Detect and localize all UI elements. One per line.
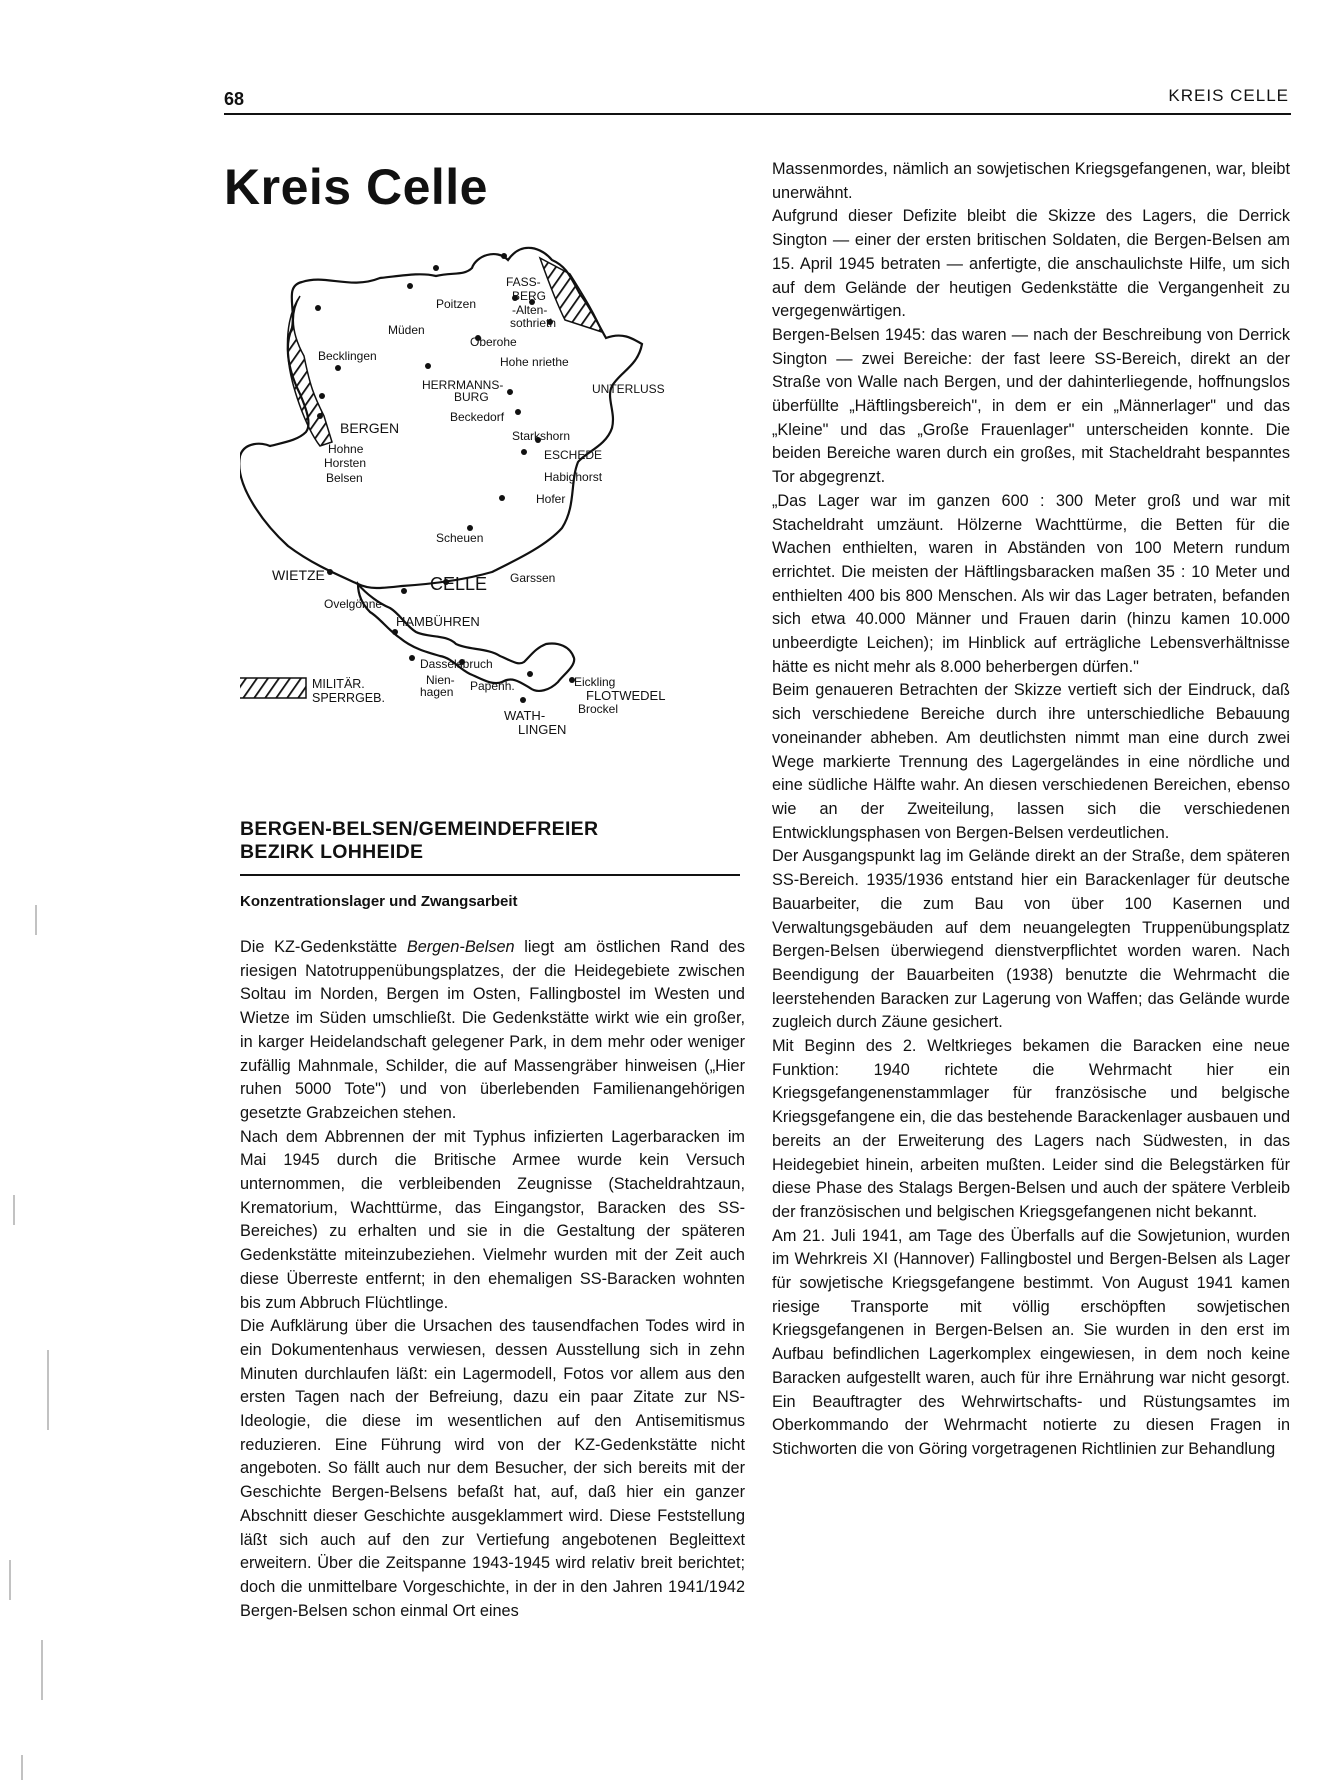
paragraph: „Das Lager war im ganzen 600 : 300 Meter groß und war mit Stacheldraht umzäunt. Hölzerne Wachttürme, die Betten für die Wachen enthielten, waren in Abständen von 100 Metern rundum errichtet. Die meisten der Häftlingsbaracken maßen 35 : 10 Meter und enthielten 400 bis 800 Menschen. Als wir das Lager betraten, befanden sich etwa 40.000 Männer und Frauen darin (hinzu kamen 10.000 unbeerdigte Leichen); im Hinblick auf erträgliche Lebensverhältnisse hätte es nicht mehr als 8.000 beherbergen dürfen." [772,491,1290,676]
paragraph: Beim genaueren Betrachten der Skizze vertieft sich der Eindruck, daß sich verschiedene Bereiche durch ihre unterschiedliche Bebauung voneinander abheben. Am deutlichsten nimmt man eine durch zwei Wege markierte Trennung des Lagergeländes in eine nördliche und eine südliche Hälfte wahr. An diesen verschiedenen Bereichen, ebenso wie an der Zweiteilung, lassen sich die verschiedenen Entwicklungsphasen von Bergen-Belsen verdeutlichen. [772,681,1290,842]
label-wathlingen: LINGEN [518,722,567,737]
label-starkshorn: Starkshorn [512,429,571,443]
header-rule [224,113,1291,115]
label-hohne: Hohne [328,442,364,456]
label-celle: CELLE [430,574,488,594]
label-hofer: Hofer [536,492,566,506]
page-title: Kreis Celle [224,159,488,215]
label-scheuen: Scheuen [436,531,484,545]
legend-label: MILITÄR. [312,677,365,691]
paragraph-text: liegt am östlichen Rand des riesigen Natotruppenübungsplatzes, der die Heidegebiete zwischen Soltau im Norden, Bergen im Osten, Fallingbostel im Westen und Wietze im Süden umschließt. Die Gedenkstätte wirkt wie ein großer, in karger Heidelandschaft gelegener Park, in dem mehr oder weniger zufällig Mahnmale, Schilder, die auf Massengräber hinweisen („Hier ruhen 5000 Tote") und von überlebenden Familienangehörigen gesetzte Grabzeichen stehen. [240,938,745,1122]
subheading: Konzentrationslager und Zwangsarbeit [240,893,518,910]
paragraph: Mit Beginn des 2. Weltkrieges bekamen die Baracken eine neue Funktion: 1940 richtete die Wehrmacht hier ein Kriegsgefangenenstammlager für französische und belgische Kriegsgefangene ein, die das bestehende Barackenlager ausbauen und bereits an der Erweiterung des Lagers nach Südwesten, in das Heidegebiet hinein, arbeiten mußten. Leider sind die Belegstärken für diese Phase des Stalags Bergen-Belsen und auch der spätere Verbleib der französischen und belgischen Kriegsgefangenen nicht bekannt. [772,1037,1290,1221]
paragraph [240,936,745,1126]
paragraph-text: Die KZ-Gedenkstätte [240,938,407,956]
label-fassberg: FASS- [506,275,541,289]
section-heading [240,818,740,864]
paragraph: Aufgrund dieser Defizite bleibt die Skizze des Lagers, die Derrick Sington — einer der ersten britischen Soldaten, die Bergen-Belsen am 15. April 1945 betraten — anfertigte, die anschaulichste Hilfe, um sich auf dem Gelände der heutigen Gedenkstätte die Vergangenheit zu vergegenwärtigen. [772,207,1290,321]
legend-swatch [240,678,306,698]
page-number: 68 [224,89,245,109]
label-beckedorf: Beckedorf [450,410,505,424]
scan-margin-marks [0,0,60,1787]
label-bergen: BERGEN [340,420,400,436]
label-habighorst: Habighorst [544,470,603,484]
paragraph: Massenmordes, nämlich an sowjetischen Kriegsgefangenen, war, bleibt unerwähnt. [772,160,1290,202]
label-wietze: WIETZE [272,567,325,583]
legend-label: SPERRGEB. [312,691,385,705]
section-rule [240,874,740,876]
label-niehagen: hagen [420,685,454,699]
paragraph: Am 21. Juli 1941, am Tage des Überfalls auf die Sowjetunion, wurden im Wehrkreis XI (Hannover) Fallingbostel und Bergen-Belsen als Lager für sowjetische Kriegsgefangene bestimmt. Von August 1941 kamen riesige Transporte mit völlig erschöpften sowjetischen Kriegsgefangenen in Bergen-Belsen an. Sie wurden in den erst im Aufbau befindlichen Lagerkomplex eingewiesen, in dem noch keine Baracken aufgestellt waren, auch für ihre Ernährung war nicht gesorgt. Ein Beauftragter des Wehrwirtschafts- und Rüstungsamtes im Oberkommando der Wehrmacht notierte zu diesen Fragen in Stichworten die von Göring vorgetragenen Richtlinien zur Behandlung [772,1226,1290,1458]
paragraph: Der Ausgangspunkt lag im Gelände direkt an der Straße, dem späteren SS-Bereich. 1935/1936 entstand hier ein Barackenlager für deutsche Bauarbeiter, die zum Bau von über 100 Kasernen und Verwaltungsgebäuden auf dem neuangelegten Truppenübungsplatz Bergen-Belsen überwiegend dienstverpflichtet worden waren. Nach Beendigung der Bauarbeiten (1938) benutzte die Wehrmacht die leerstehenden Baracken zur Lagerung von Waffen; das Gelände wurde zugleich durch Zäune gesichert. [772,847,1290,1032]
label-belsen: Belsen [326,471,363,485]
paragraph: Bergen-Belsen 1945: das waren — nach der Beschreibung von Derrick Sington — zwei Bereiche: der fast leere SS-Bereich, direkt an der Straße von Walle nach Bergen, und der dahinterliegende, hoffnungslos überfüllte „Häftlingsbereich", in dem er ein „Männerlager" und das „Kleine" und das „Große Frauenlager" unterscheiden konnte. Die beiden Bereiche waren durch ein großes, mit Stacheldraht bespanntes Tor abgegrenzt. [772,325,1290,487]
district-map [240,246,740,786]
label-fassberg: BERG [512,289,547,303]
paragraph: Die Aufklärung über die Ursachen des tausendfachen Todes wird in ein Dokumentenhaus verwiesen, dessen Ausstellung sich in zehn Minuten durchlaufen läßt: ein Lagermodell, Fotos vor allem aus den ersten Tagen nach der Befreiung, dazu ein paar Zitate zur NS-Ideologie, die diese im wesentlichen auf den Antisemitismus reduzieren. Eine Führung wird von der KZ-Gedenkstätte nicht angeboten. So fällt auch nur dem Besucher, der sich bereits mit der Geschichte Bergen-Belsens befaßt hat, auf, daß hier ein ganzer Abschnitt dieser Geschichte ausgeklammert wird. Diese Feststellung läßt sich auch auf den zur Vertiefung angebotenen Begleittext erweitern. Über die Zeitspanne 1943-1945 wird relativ breit berichtet; doch die unmittelbare Vorgeschichte, in der in den Jahren 1941/1942 Bergen-Belsen schon einmal Ort eines [240,1317,745,1620]
label-wathlingen: WATH- [504,708,546,723]
label-niehagen: Nien- [426,673,455,687]
military-area-west [288,296,333,446]
label-hohenriethe: Hohe nriethe [500,355,569,369]
label-muden: Müden [388,323,425,337]
label-eschede: ESCHEDE [544,448,603,462]
district-boundary-south [358,584,574,691]
paragraph: Nach dem Abbrennen der mit Typhus infizierten Lagerbaracken im Mai 1945 durch die Britische Armee wurde kein Versuch unternommen, die verbleibenden Zeugnisse (Stacheldrahtzaun, Krematorium, Wachttürme, das Eingangstor, Baracken des SS-Bereiches) zu erhalten und sie in die Gestaltung der späteren Gedenkstätte miteinzubeziehen. Vielmehr wurden mit der Zeit auch diese Überreste entfernt; in den ehemaligen SS-Baracken wohnten bis zum Abbruch Flüchtlinge. [240,1127,745,1312]
memorial-name: Bergen-Belsen [406,938,515,956]
label-oberohe: Oberohe [470,335,517,349]
label-brockel: Brockel [578,702,619,716]
label-hermannsburg: BURG [454,390,489,404]
label-becklingen: Becklingen [318,349,377,363]
label-papenh: Papenh. [470,679,515,693]
section-heading-line: BERGEN-BELSEN/GEMEINDEFREIER [240,818,599,840]
label-poitzen: Poitzen [436,297,477,311]
label-unterluss: UNTERLUSS [592,382,665,396]
label-garssen: Garssen [510,571,556,585]
text-column-right [772,158,1290,1462]
label-altensothrieth: sothrieth [510,316,557,330]
label-horsten: Horsten [324,456,367,470]
section-heading-line: BEZIRK LOHHEIDE [240,841,424,863]
label-altensothrieth: -Alten- [512,303,548,317]
running-head: KREIS CELLE [1168,86,1289,105]
label-flotwedel: FLOTWEDEL [586,688,666,703]
label-eickling: Eickling [574,675,616,689]
label-hambuhren: HAMBÜHREN [396,614,480,629]
text-column-left [240,936,745,1623]
label-ovelgonne: Ovelgönne [324,597,383,611]
label-hermannsburg: HERRMANNS- [422,378,504,392]
label-dasselsbruch: Dasselsbruch [420,657,493,671]
